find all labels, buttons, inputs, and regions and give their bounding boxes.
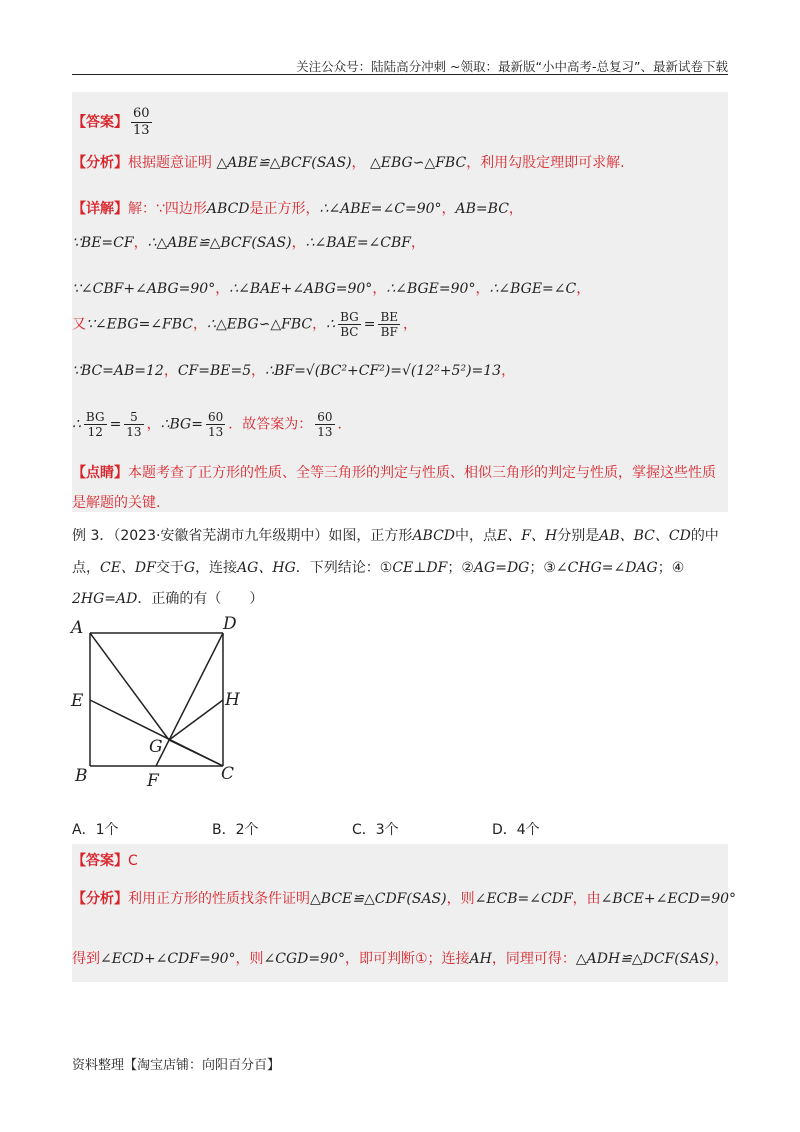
fraction-bg-bc: $\frac{BG}{BC}$	[340, 310, 359, 339]
header-rule	[72, 74, 728, 75]
detail-line-1: 【详解】解：∵四边形ABCD是正方形，∴∠ABE=∠C=90°，AB=BC，	[72, 201, 523, 217]
label-g: G	[149, 737, 163, 757]
answer-row-2	[72, 850, 138, 870]
point-line-2: 是解题的关键.	[72, 495, 161, 511]
detail-line-5: ∵BC=AB=12，CF=BE=5，∴BF=√(BC²+CF²)=√(12²+5²)=13，	[72, 363, 516, 379]
label-f: F	[147, 771, 159, 791]
solution-panel-2	[72, 844, 737, 982]
analysis-row: 【分析】根据题意证明 △ABE≌△BCF(SAS)， △EBG∽△FBC，利用勾股定理即可求解.	[72, 155, 625, 171]
square-figure	[65, 613, 265, 791]
option-c[interactable]: C．3个	[352, 822, 399, 838]
final-answer-fraction: $\frac{60}{13}$	[317, 410, 333, 439]
label-h: H	[225, 690, 240, 710]
question-line-1: 例 3．（2023·安徽省芜湖市九年级期中）如图，正方形ABCD中，点E、F、H分别是AB、BC、CD的中	[72, 528, 719, 544]
detail-line-2: ∵BE=CF，∴△ABE≌△BCF(SAS)，∴∠BAE=∠CBF，	[72, 235, 425, 251]
option-b[interactable]: B．2个	[212, 822, 259, 838]
segment-hg	[169, 700, 223, 740]
question-line-2: 点，CE、DF交于G，连接AG、HG．下列结论：①CE⊥DF；②AG=DG；③∠CHG=∠DAG；④	[72, 560, 685, 576]
answer-fraction: $\frac{60}{13}$	[133, 106, 150, 138]
footer-text: 资料整理【淘宝店铺：向阳百分百】	[72, 1058, 281, 1073]
label-b: B	[75, 766, 88, 786]
answer-tag-2: 【答案】	[72, 853, 128, 869]
answer-tag: 【答案】	[72, 114, 128, 131]
label-d: D	[223, 614, 237, 634]
option-a[interactable]: A．1个	[72, 822, 119, 838]
segment-gc-upper	[169, 740, 223, 766]
fraction-bg-12: $\frac{BG}{12}$	[85, 410, 105, 439]
analysis-tag: 【分析】	[72, 155, 128, 171]
point-line-1: 【点睛】本题考查了正方形的性质、全等三角形的判定与性质、相似三角形的判定与性质，掌握这些性质	[72, 465, 716, 481]
segment-ag	[90, 633, 169, 740]
detail-tag: 【详解】	[72, 201, 128, 217]
detail-line-6: ∴ $\frac{BG}{12}$ = $\frac{5}{13}$ ，∴BG= $\frac{60}{13}$ ．故答案为： $\frac{60}{13}$ ．	[72, 410, 352, 439]
solution-panel-1	[72, 92, 728, 512]
detail-line-3: ∵∠CBF+∠ABG=90°，∴∠BAE+∠ABG=90°，∴∠BGE=90°，∴∠BGE=∠C，	[72, 281, 591, 297]
point-tag: 【点睛】	[72, 465, 128, 481]
segment-df	[156, 633, 223, 766]
analysis-tag-2: 【分析】	[72, 891, 128, 907]
analysis-line-2: 得到∠ECD+∠CDF=90°，则∠CGD=90°，即可判断①；连接AH，同理可得：△ADH≌△DCF(SAS)，	[72, 951, 729, 967]
header-text: 关注公众号：陆陆高分冲刺 ~领取：最新版“小中高考-总复习”、最新试卷下载	[296, 59, 728, 74]
fraction-5-13: $\frac{5}{13}$	[126, 410, 142, 439]
label-c: C	[221, 764, 235, 784]
question-line-3: 2HG=AD．正确的有（ ）	[72, 591, 264, 607]
option-d[interactable]: D．4个	[492, 822, 540, 838]
fraction-60-13: $\frac{60}{13}$	[207, 410, 224, 439]
answer-row	[72, 106, 155, 139]
answer-value: C	[128, 853, 138, 869]
analysis-line-1: 【分析】利用正方形的性质找条件证明△BCE≌△CDF(SAS)，则∠ECB=∠CDF，由∠BCE+∠ECD=90°	[72, 891, 737, 907]
fraction-be-bf: $\frac{BE}{BF}$	[380, 310, 399, 339]
label-a: A	[71, 618, 84, 638]
detail-line-4: 又∵∠EBG=∠FBC，∴△EBG∽△FBC，∴ $\frac{BG}{BC}$ = $\frac{BE}{BF}$ ，	[72, 310, 418, 339]
label-e: E	[71, 691, 84, 711]
